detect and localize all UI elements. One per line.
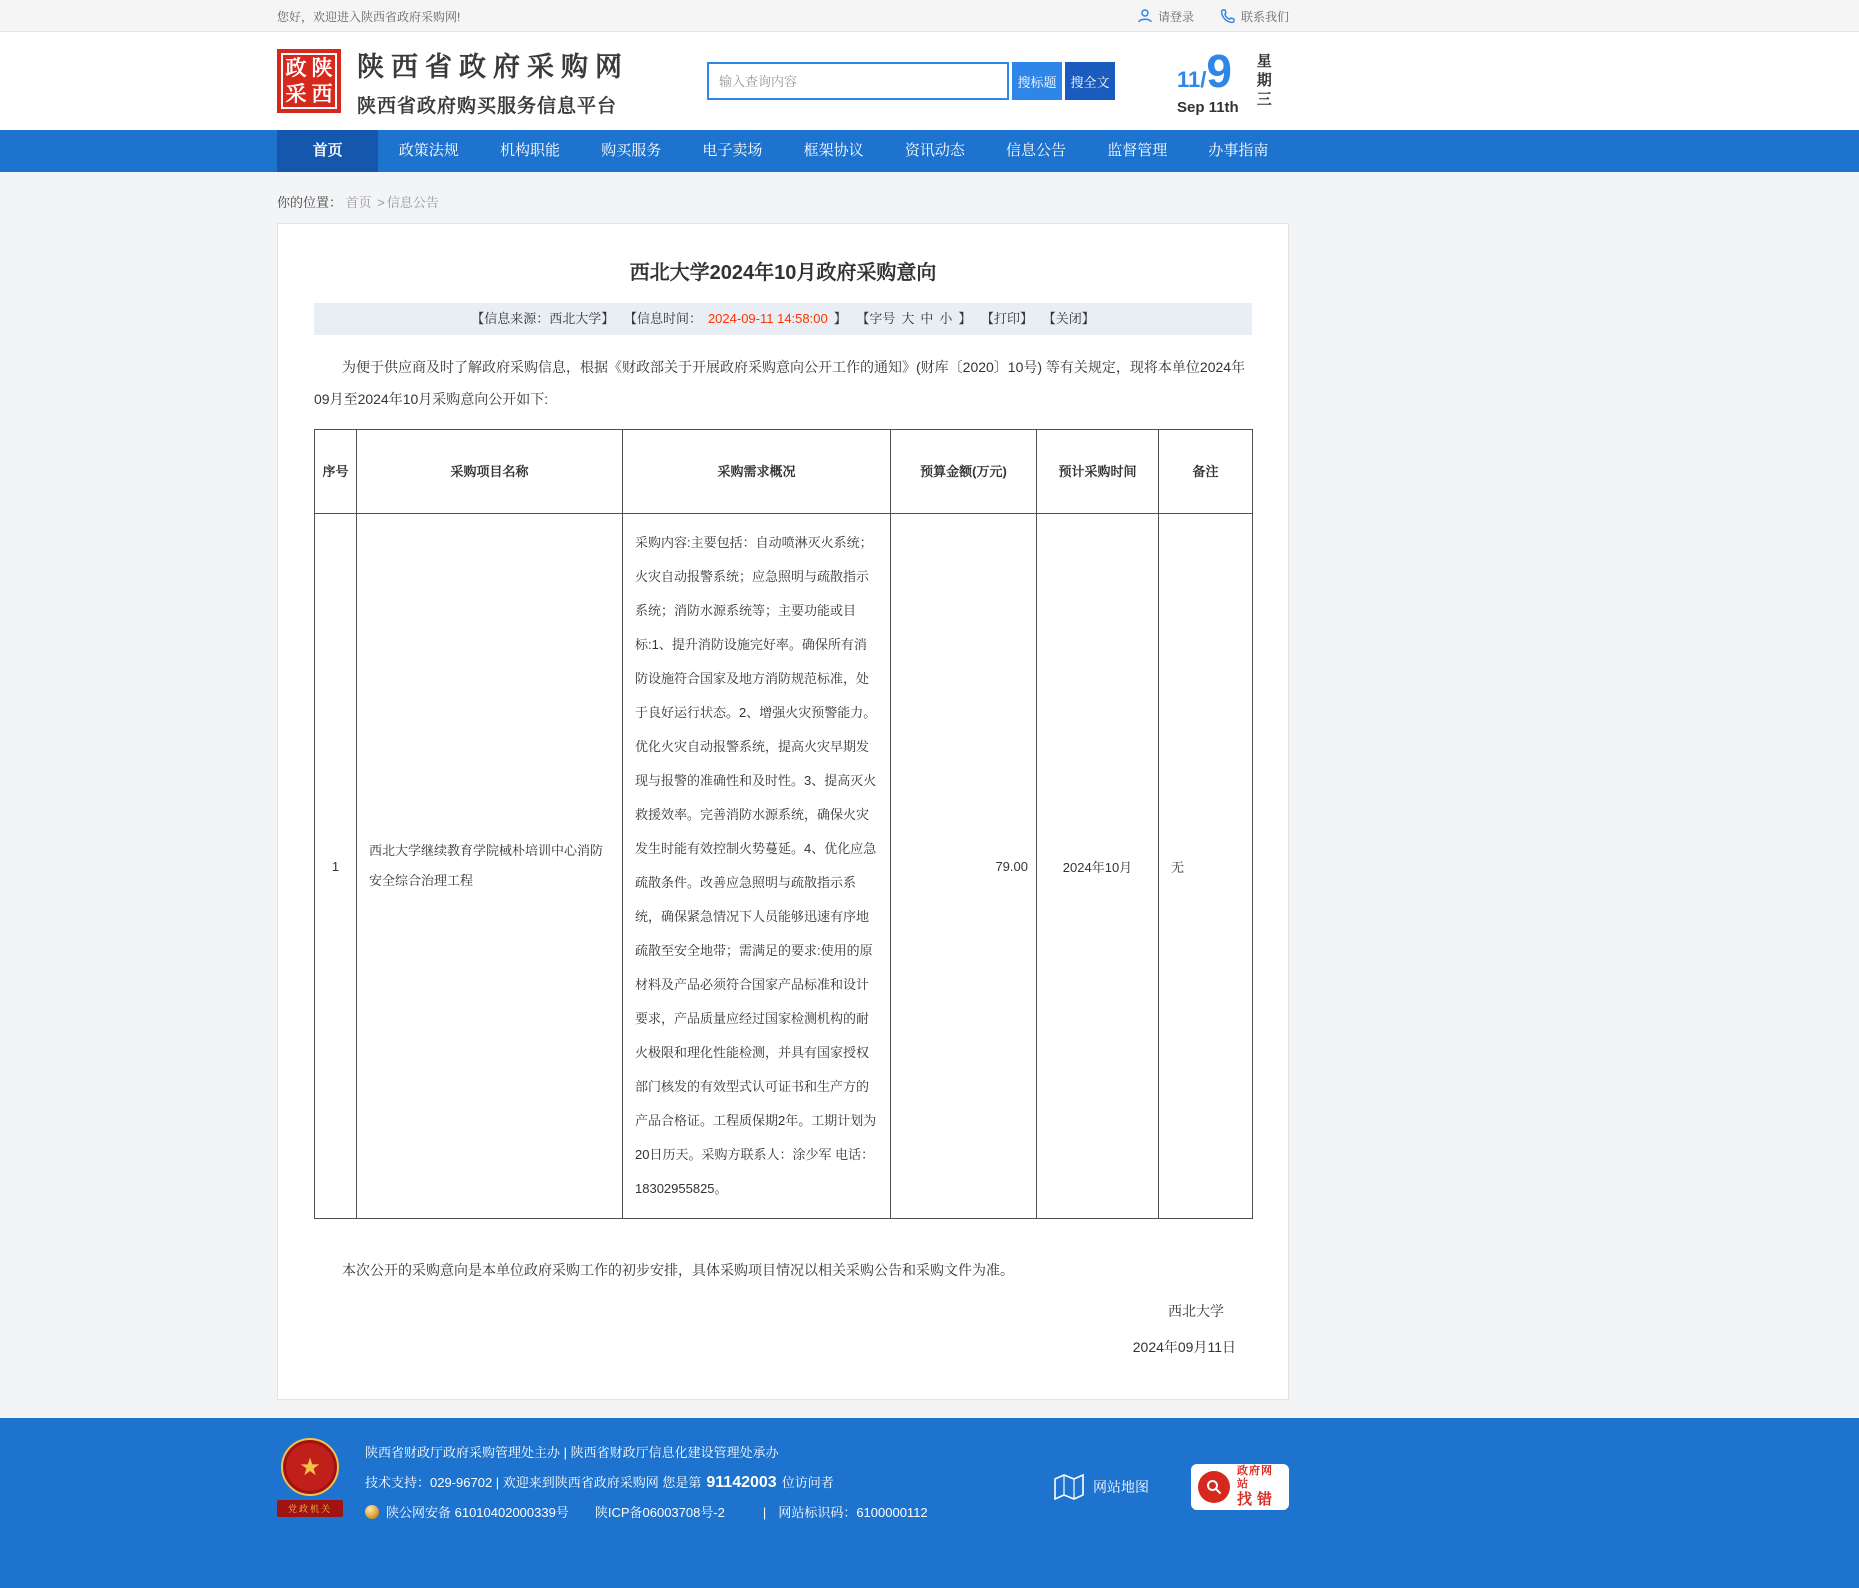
site-logo[interactable] xyxy=(277,49,341,113)
nav-item-policies[interactable]: 政策法规 xyxy=(398,142,459,159)
sitemap-link[interactable] xyxy=(1054,1474,1149,1500)
phone-icon xyxy=(1220,8,1236,24)
closing-paragraph: 本次公开的采购意向是本单位政府采购工作的初步安排，具体采购项目情况以相关采购公告和采购文件为准。 xyxy=(342,1262,1014,1278)
meta-time-prefix: 【信息时间： xyxy=(623,311,702,326)
print-button[interactable]: 【打印】 xyxy=(981,311,1034,326)
meta-fontsize-suffix: 】 xyxy=(958,311,972,326)
breadcrumb xyxy=(277,172,1289,223)
meta-time-suffix: 】 xyxy=(833,311,847,326)
security-badge-icon xyxy=(365,1505,379,1519)
search-fulltext-button[interactable]: 搜全文 xyxy=(1065,62,1115,100)
footer-support-prefix: 技术支持：029-96702 | 欢迎来到陕西省政府采购网 您是第 xyxy=(365,1475,702,1490)
main-content xyxy=(0,172,1859,1418)
error-report-badge[interactable] xyxy=(1191,1464,1289,1510)
seal-icon: 政 陕 采 西 xyxy=(281,53,337,109)
login-link[interactable] xyxy=(1137,8,1194,25)
nav-item-purchase-services[interactable]: 购买服务 xyxy=(601,142,662,159)
top-bar xyxy=(0,0,1859,32)
site-titles xyxy=(357,45,629,118)
nav-item-announcements[interactable]: 信息公告 xyxy=(1006,142,1067,159)
breadcrumb-current-link[interactable]: 信息公告 xyxy=(386,195,439,210)
main-nav xyxy=(0,130,1859,172)
site-header xyxy=(0,32,1859,130)
site-code: 网站标识码：6100000112 xyxy=(778,1505,928,1520)
col-header-summary: 采购需求概况 xyxy=(623,430,891,514)
emblem-banner-label: 党政机关 xyxy=(277,1500,343,1517)
contact-label: 联系我们 xyxy=(1240,9,1289,24)
security-record-link[interactable]: 陕公网安备 61010402000339号 xyxy=(386,1505,569,1520)
footer-support-suffix: 位访问者 xyxy=(781,1475,834,1490)
footer-text-block xyxy=(365,1438,928,1528)
breadcrumb-home-link[interactable]: 首页 xyxy=(345,195,372,210)
meta-time-value: 2024-09-11 14:58:00 xyxy=(707,311,828,326)
font-size-medium-button[interactable]: 中 xyxy=(920,311,934,326)
search-area xyxy=(707,62,1115,100)
map-icon xyxy=(1054,1474,1084,1500)
footer-registration xyxy=(365,1498,928,1528)
col-header-project-name: 采购项目名称 xyxy=(357,430,623,514)
intro-paragraph: 为便于供应商及时了解政府采购信息，根据《财政部关于开展政府采购意向公开工作的通知》(财库〔2020〕10号) 等有关规定，现将本单位2024年09月至2024年10月采购意向公开如下: xyxy=(314,359,1246,407)
font-size-large-button[interactable]: 大 xyxy=(901,311,915,326)
table-header-row xyxy=(315,430,1253,514)
footer-support xyxy=(365,1468,928,1498)
nav-item-framework-agreement[interactable]: 框架协议 xyxy=(803,142,864,159)
date-number: 11/ 9 xyxy=(1177,45,1232,97)
nav-item-guide[interactable]: 办事指南 xyxy=(1208,142,1269,159)
cell-time: 2024年10月 xyxy=(1037,514,1159,1219)
cell-summary: 采购内容:主要包括：自动喷淋灭火系统；火灾自动报警系统；应急照明与疏散指示系统；消防水源系统等；主要功能或目标:1、提升消防设施完好率。确保所有消防设施符合国家及地方消防规范标准，处于良好运行状态。2、增强火灾预警能力。优化火灾自动报警系统，提高火灾早期发现与报警的准确性和及时性。3、提高灭火救援效率。完善消防水源系统，确保火灾发生时能有效控制火势蔓延。4、优化应急疏散条件。改善应急照明与疏散指示系统，确保紧急情况下人员能够迅速有序地疏散至安全地带；需满足的要求:使用的原材料及产品必须符合国家产品标准和设计要求，产品质量应经过国家检测机构的耐火极限和理化性能检测，并具有国家授权部门核发的有效型式认可证书和生产方的产品合格证。工程质保期2年。工期计划为20日历天。采购方联系人：涂少军 电话：18302955825。 xyxy=(623,514,891,1219)
cell-budget: 79.00 xyxy=(891,514,1037,1219)
visitor-count: 91142003 xyxy=(706,1474,777,1491)
signature-date: 2024年09月11日 xyxy=(1132,1339,1236,1355)
col-header-budget: 预算金额(万元) xyxy=(891,430,1037,514)
nav-item-home[interactable]: 首页 xyxy=(277,130,378,172)
meta-fontsize-label: 【字号 xyxy=(856,311,896,326)
nav-item-functions[interactable]: 机构职能 xyxy=(500,142,561,159)
footer-separator: | xyxy=(762,1505,767,1520)
site-subtitle: 陕西省政府购买服务信息平台 xyxy=(357,95,618,117)
magnifier-icon xyxy=(1198,1471,1230,1503)
login-label: 请登录 xyxy=(1157,9,1194,24)
cell-row-number: 1 xyxy=(315,514,357,1219)
col-header-time: 预计采购时间 xyxy=(1037,430,1159,514)
welcome-text: 您好，欢迎进入陕西省政府采购网! xyxy=(277,9,461,24)
icp-record-link[interactable]: 陕ICP备06003708号-2 xyxy=(594,1505,725,1520)
footer-organizer: 陕西省财政厅政府采购管理处主办 | 陕西省财政厅信息化建设管理处承办 xyxy=(365,1445,779,1460)
font-size-small-button[interactable]: 小 xyxy=(939,311,953,326)
topbar-links xyxy=(1137,8,1289,25)
article-card xyxy=(277,223,1289,1400)
cell-note: 无 xyxy=(1159,514,1253,1219)
nav-item-news[interactable]: 资讯动态 xyxy=(904,142,965,159)
date-widget xyxy=(1177,46,1274,116)
site-footer xyxy=(0,1418,1859,1588)
breadcrumb-separator: > xyxy=(377,195,385,210)
sitemap-label: 网站地图 xyxy=(1093,1479,1149,1495)
user-icon xyxy=(1137,8,1153,24)
cell-project-name: 西北大学继续教育学院棫朴培训中心消防安全综合治理工程 xyxy=(357,514,623,1219)
col-header-note: 备注 xyxy=(1159,430,1253,514)
table-row xyxy=(315,514,1253,1219)
government-emblem-icon xyxy=(277,1438,343,1517)
article-title: 西北大学2024年10月政府采购意向 xyxy=(629,262,937,284)
meta-source: 【信息来源：西北大学】 xyxy=(471,311,615,326)
close-button[interactable]: 【关闭】 xyxy=(1042,311,1095,326)
footer-right-block xyxy=(1054,1438,1289,1510)
error-badge-line1: 政府网站 xyxy=(1237,1465,1273,1490)
site-name: 陕西省政府采购网 xyxy=(357,51,629,82)
nav-item-supervision[interactable]: 监督管理 xyxy=(1107,142,1168,159)
search-input[interactable] xyxy=(707,62,1009,100)
signature: 西北大学 xyxy=(1168,1303,1224,1319)
search-title-button[interactable]: 搜标题 xyxy=(1012,62,1062,100)
weekday-label: 星期三 xyxy=(1256,53,1272,108)
nav-item-e-mall[interactable]: 电子卖场 xyxy=(702,142,763,159)
error-badge-line2: 找错 xyxy=(1237,1491,1278,1508)
article-meta-bar xyxy=(314,303,1252,335)
procurement-table xyxy=(314,429,1253,1219)
error-badge-text xyxy=(1237,1465,1282,1509)
date-english: Sep 11th xyxy=(1177,99,1239,116)
col-header-no: 序号 xyxy=(315,430,357,514)
emblem-star-icon: ★ xyxy=(281,1438,339,1496)
breadcrumb-label: 你的位置： xyxy=(277,195,343,210)
contact-link[interactable] xyxy=(1220,8,1289,25)
